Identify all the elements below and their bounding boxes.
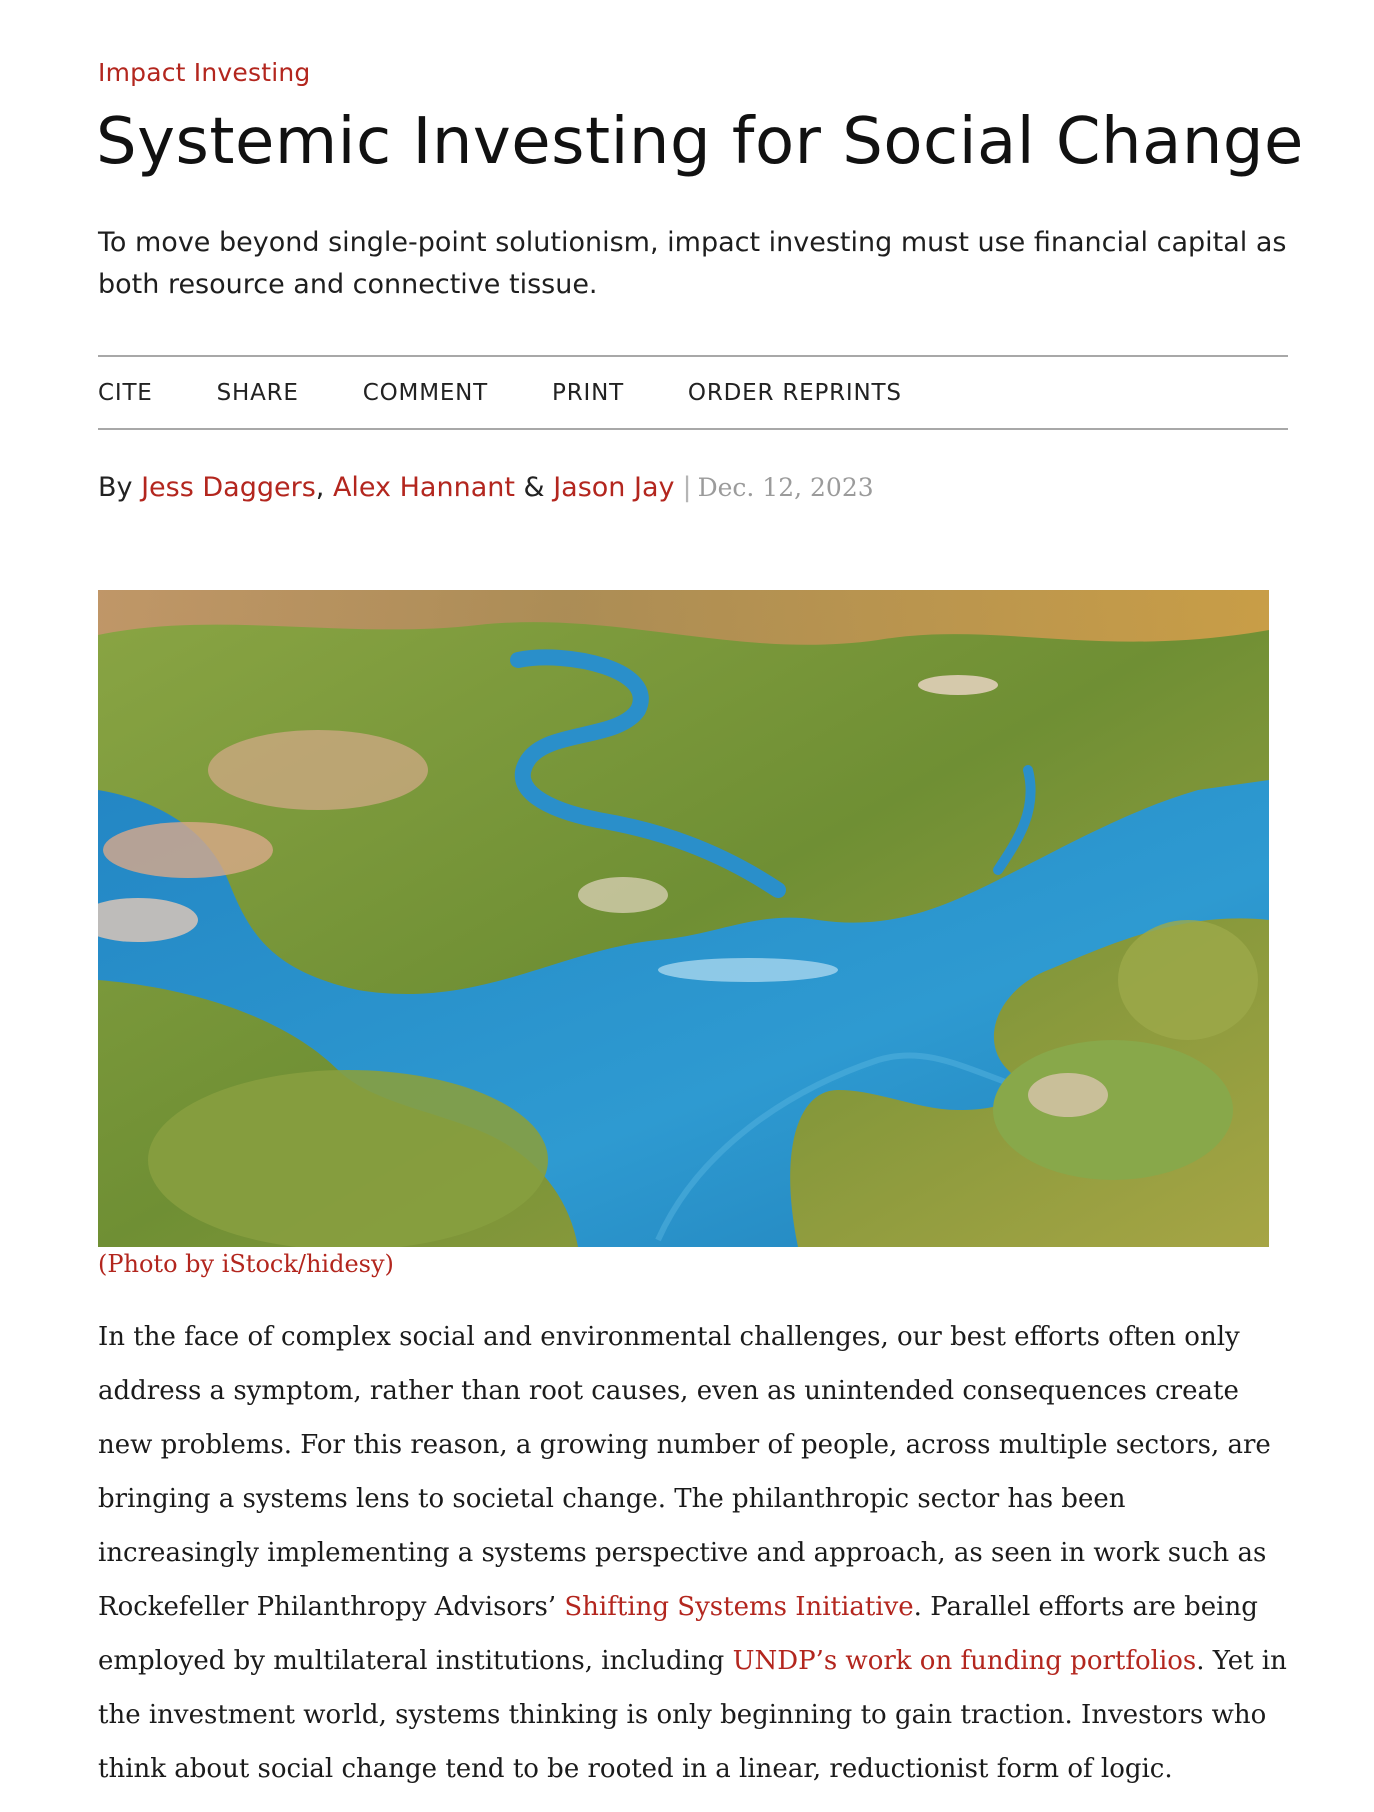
undp-portfolios-link[interactable]: UNDP’s work on funding portfolios — [732, 1646, 1197, 1676]
paragraph-text: In the face of complex social and environmental challenges, our best efforts often only address a symptom, rather than root causes, even as unintended consequences create new problems. For this reason, a growing number of people, across multiple sectors, are bringing a systems lens to societal change. The philanthropic sector has been increasingly implementing a systems perspective and approach, as seen in work such as Rockefeller Philanthropy Advisors’ — [98, 1322, 1271, 1622]
share-button[interactable]: SHARE — [216, 380, 299, 406]
article-dek: To move beyond single-point solutionism, impact investing must use financial capital as both resource and connective tissue. — [98, 227, 1287, 300]
order-reprints-button[interactable]: ORDER REPRINTS — [687, 380, 902, 406]
author-comma: , — [315, 472, 333, 503]
author-link[interactable]: Jess Daggers — [141, 472, 316, 503]
author-link[interactable]: Alex Hannant — [332, 472, 515, 503]
article-toolbar — [98, 380, 966, 406]
print-button[interactable]: PRINT — [552, 380, 624, 406]
byline — [98, 472, 874, 503]
author-ampersand: & — [514, 472, 554, 503]
publish-date: Dec. 12, 2023 — [697, 473, 874, 502]
article-paragraph — [98, 1310, 1293, 1796]
photo-caption: (Photo by iStock/hidesy) — [98, 1250, 394, 1278]
aerial-river-delta-image — [98, 590, 1269, 1247]
shifting-systems-link[interactable]: Shifting Systems Initiative — [564, 1592, 914, 1622]
paragraph-text: . Parallel efforts are being employed by multilateral institutions, including — [98, 1592, 1258, 1676]
author-link[interactable]: Jason Jay — [553, 472, 675, 503]
toolbar-bottom-divider — [98, 428, 1288, 430]
hero-photo — [98, 590, 1269, 1247]
byline-separator: | — [682, 472, 692, 503]
article-title: Systemic Investing for Social Change — [96, 105, 1304, 179]
category-link[interactable]: Impact Investing — [98, 58, 311, 87]
comment-button[interactable]: COMMENT — [362, 380, 489, 406]
paragraph-text: . Yet in the investment world, systems thinking is only beginning to gain traction. Investors who think about social change tend to be rooted in a linear, reductionist form of logic. — [98, 1646, 1287, 1784]
byline-prefix: By — [98, 472, 142, 503]
cite-button[interactable]: CITE — [98, 380, 153, 406]
toolbar-top-divider — [98, 355, 1288, 357]
